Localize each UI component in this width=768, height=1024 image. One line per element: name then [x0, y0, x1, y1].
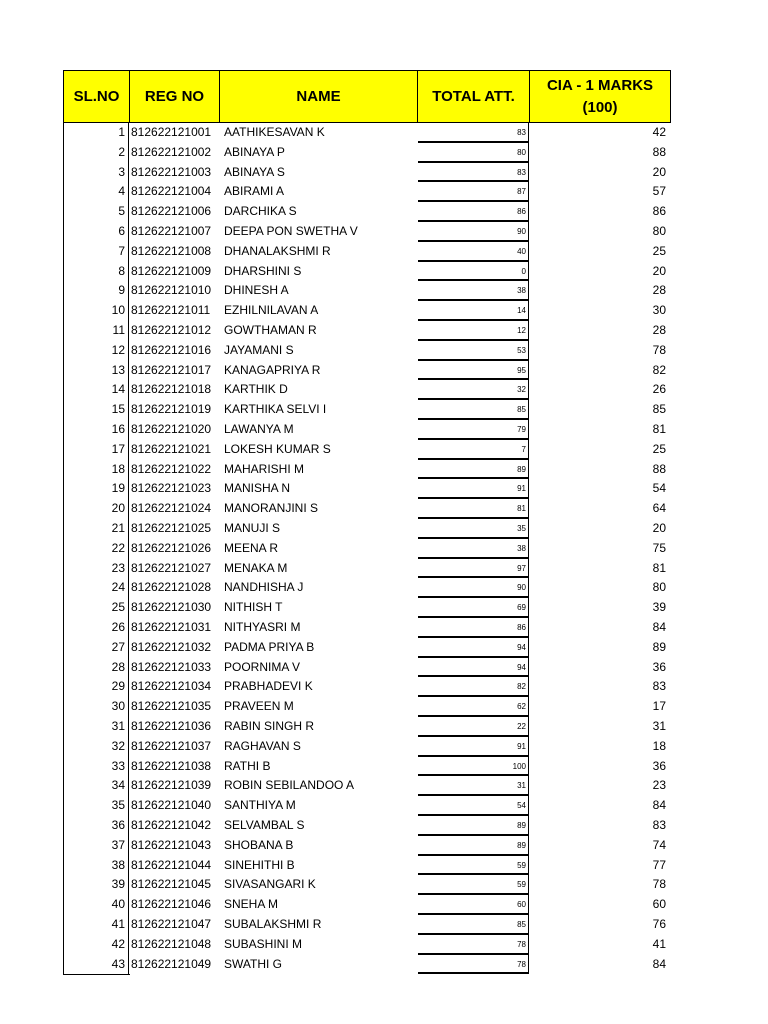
attendance-cell: 69: [418, 598, 529, 618]
sl-cell: 7: [63, 242, 129, 262]
attendance-cell: 89: [418, 460, 529, 480]
name-cell: SELVAMBAL S: [224, 818, 305, 832]
attendance-cell: 35: [418, 519, 529, 539]
attendance-cell: 85: [418, 400, 529, 420]
table-row: [63, 856, 671, 876]
sl-cell: 4: [63, 182, 129, 202]
sl-cell: 12: [63, 341, 129, 361]
sl-cell: 16: [63, 420, 129, 440]
table-row: [63, 816, 671, 836]
attendance-cell: 95: [418, 361, 529, 381]
name-cell: RATHI B: [224, 758, 271, 773]
cia-marks-cell: 84: [652, 620, 666, 634]
name-cell: MANISHA N: [224, 481, 291, 496]
table-row: [63, 499, 671, 519]
cia-marks-cell: 88: [652, 144, 666, 159]
attendance-cell: 83: [418, 163, 529, 183]
sl-cell: 15: [63, 400, 129, 420]
cia-marks-cell: 77: [652, 857, 666, 872]
name-cell: PADMA PRIYA B: [224, 639, 315, 654]
cia-marks-cell: 54: [652, 481, 666, 496]
table-row: [63, 915, 671, 935]
sl-cell: 29: [63, 677, 129, 697]
sl-cell: 3: [63, 163, 129, 183]
regno-cell: 812622121010: [131, 283, 212, 298]
sl-cell: 39: [63, 875, 129, 895]
attendance-cell: 94: [418, 658, 529, 678]
table-row: [63, 578, 671, 598]
attendance-cell: 94: [418, 638, 529, 658]
sl-cell: 41: [63, 915, 129, 935]
table-row: [63, 955, 671, 975]
name-cell: SANTHIYA M: [224, 798, 296, 813]
header-slno: [63, 70, 130, 123]
cia-marks-cell: 36: [652, 659, 666, 674]
table-row: [63, 341, 671, 361]
regno-cell: 812622121001: [131, 125, 212, 139]
table-row: [63, 400, 671, 420]
sl-cell: 31: [63, 717, 129, 737]
cia-marks-cell: 64: [652, 501, 666, 516]
sl-cell: 10: [63, 301, 129, 321]
regno-cell: 812622121008: [131, 243, 212, 258]
attendance-cell: 91: [418, 737, 529, 757]
header-cia: [529, 70, 671, 123]
table-row: [63, 281, 671, 301]
cia-marks-cell: 20: [652, 521, 666, 535]
regno-cell: 812622121024: [131, 501, 212, 516]
cia-marks-cell: 25: [652, 243, 666, 258]
sl-cell: 27: [63, 638, 129, 658]
cia-marks-cell: 60: [652, 897, 666, 912]
table-row: [63, 776, 671, 796]
name-cell: ABINAYA S: [224, 164, 285, 179]
sl-cell: 18: [63, 460, 129, 480]
table-row: [63, 618, 671, 638]
regno-cell: 812622121049: [131, 956, 212, 971]
cia-marks-cell: 75: [652, 540, 666, 555]
table-row: [63, 519, 671, 539]
sl-cell: 36: [63, 816, 129, 836]
attendance-cell: 38: [418, 539, 529, 559]
regno-cell: 812622121040: [131, 798, 212, 813]
cia-marks-cell: 28: [652, 323, 666, 337]
header-cia-line1: CIA - 1 MARKS: [546, 76, 654, 94]
sl-cell: 13: [63, 361, 129, 381]
cia-marks-cell: 28: [652, 283, 666, 298]
regno-cell: 812622121004: [131, 184, 212, 199]
sl-cell: 30: [63, 697, 129, 717]
table-row: [63, 658, 671, 678]
cia-marks-cell: 80: [652, 224, 666, 238]
table-row: [63, 539, 671, 559]
name-cell: DEEPA PON SWETHA V: [224, 224, 358, 238]
attendance-cell: 80: [418, 143, 529, 163]
name-cell: GOWTHAMAN R: [224, 323, 317, 337]
header-att-label: TOTAL ATT.: [432, 87, 515, 105]
attendance-cell: 86: [418, 202, 529, 222]
regno-cell: 812622121016: [131, 342, 212, 357]
attendance-cell: 90: [418, 222, 529, 242]
table-row: [63, 163, 671, 183]
sl-cell: 38: [63, 856, 129, 876]
cia-marks-cell: 84: [652, 798, 666, 813]
table-row: [63, 420, 671, 440]
regno-cell: 812622121019: [131, 402, 212, 417]
table-row: [63, 737, 671, 757]
table-row: [63, 836, 671, 856]
cia-marks-cell: 89: [652, 639, 666, 654]
table-row: [63, 361, 671, 381]
regno-cell: 812622121033: [131, 659, 212, 674]
regno-cell: 812622121020: [131, 422, 212, 436]
sl-cell: 20: [63, 499, 129, 519]
header-name: [219, 70, 418, 123]
cia-marks-cell: 31: [652, 719, 666, 733]
attendance-cell: 78: [418, 935, 529, 955]
sl-cell: 32: [63, 737, 129, 757]
header-regno: [129, 70, 220, 123]
sl-cell: 24: [63, 578, 129, 598]
sl-cell: 37: [63, 836, 129, 856]
table-row: [63, 875, 671, 895]
attendance-cell: 59: [418, 856, 529, 876]
attendance-cell: 100: [418, 757, 529, 777]
attendance-cell: 91: [418, 479, 529, 499]
attendance-cell: 83: [418, 123, 529, 143]
table-row: [63, 202, 671, 222]
regno-cell: 812622121047: [131, 917, 212, 931]
table-row: [63, 895, 671, 915]
regno-cell: 812622121003: [131, 164, 212, 179]
regno-cell: 812622121017: [131, 362, 212, 377]
regno-cell: 812622121006: [131, 204, 212, 219]
name-cell: ROBIN SEBILANDOO A: [224, 778, 355, 793]
cia-marks-cell: 78: [652, 342, 666, 357]
attendance-cell: 40: [418, 242, 529, 262]
regno-cell: 812622121044: [131, 857, 212, 872]
header-regno-label: REG NO: [144, 87, 205, 105]
table-row: [63, 598, 671, 618]
cia-marks-cell: 74: [652, 837, 666, 852]
name-cell: JAYAMANI S: [224, 342, 294, 357]
regno-cell: 812622121046: [131, 897, 212, 912]
cia-marks-cell: 85: [652, 402, 666, 417]
table-row: [63, 143, 671, 163]
name-cell: SIVASANGARI K: [224, 877, 316, 892]
sl-cell: 21: [63, 519, 129, 539]
regno-cell: 812622121009: [131, 263, 212, 278]
attendance-cell: 32: [418, 380, 529, 400]
regno-cell: 812622121035: [131, 699, 212, 714]
sl-cell: 5: [63, 202, 129, 222]
attendance-cell: 62: [418, 697, 529, 717]
name-cell: RABIN SINGH R: [224, 719, 315, 733]
sl-cell: 26: [63, 618, 129, 638]
table-row: [63, 677, 671, 697]
sl-cell: 9: [63, 281, 129, 301]
table-row: [63, 242, 671, 262]
name-cell: SHOBANA B: [224, 837, 294, 852]
name-cell: SUBASHINI M: [224, 936, 303, 951]
table-row: [63, 321, 671, 341]
regno-cell: 812622121025: [131, 521, 212, 535]
name-cell: MENAKA M: [224, 560, 288, 575]
name-cell: MANORANJINI S: [224, 501, 319, 516]
header-name-label: NAME: [296, 87, 341, 105]
cia-marks-cell: 83: [652, 818, 666, 832]
header-slno-label: SL.NO: [73, 87, 120, 105]
cia-marks-cell: 20: [652, 164, 666, 179]
attendance-cell: 82: [418, 677, 529, 697]
name-cell: SWATHI G: [224, 956, 282, 971]
table-row: [63, 301, 671, 321]
table-row: [63, 479, 671, 499]
attendance-cell: 59: [418, 875, 529, 895]
regno-cell: 812622121023: [131, 481, 212, 496]
attendance-cell: 97: [418, 559, 529, 579]
attendance-cell: 85: [418, 915, 529, 935]
table-row: [63, 182, 671, 202]
name-cell: DHINESH A: [224, 283, 289, 298]
table-row: [63, 460, 671, 480]
name-cell: LAWANYA M: [224, 422, 294, 436]
sl-cell: 17: [63, 440, 129, 460]
name-cell: DARCHIKA S: [224, 204, 297, 219]
name-cell: AATHIKESAVAN K: [224, 125, 325, 139]
regno-cell: 812622121034: [131, 679, 212, 694]
attendance-cell: 78: [418, 955, 529, 975]
name-cell: SNEHA M: [224, 897, 279, 912]
regno-cell: 812622121027: [131, 560, 212, 575]
name-cell: MANUJI S: [224, 521, 281, 535]
attendance-cell: 14: [418, 301, 529, 321]
regno-cell: 812622121011: [131, 303, 211, 318]
sl-cell: 19: [63, 479, 129, 499]
sl-cell: 40: [63, 895, 129, 915]
table-row: [63, 222, 671, 242]
attendance-cell: 81: [418, 499, 529, 519]
sl-cell: 25: [63, 598, 129, 618]
name-cell: EZHILNILAVAN A: [224, 303, 319, 318]
regno-cell: 812622121037: [131, 738, 212, 753]
cia-marks-cell: 80: [652, 580, 666, 595]
sl-cell: 6: [63, 222, 129, 242]
regno-cell: 812622121002: [131, 144, 212, 159]
name-cell: PRAVEEN M: [224, 699, 294, 714]
attendance-cell: 54: [418, 796, 529, 816]
cia-marks-cell: 18: [652, 738, 666, 753]
cia-marks-cell: 88: [652, 461, 666, 476]
sl-cell: 28: [63, 658, 129, 678]
name-cell: DHANALAKSHMI R: [224, 243, 331, 258]
sl-cell: 43: [63, 955, 129, 975]
regno-cell: 812622121026: [131, 540, 212, 555]
regno-cell: 812622121042: [131, 818, 212, 832]
sl-cell: 23: [63, 559, 129, 579]
regno-cell: 812622121043: [131, 837, 212, 852]
attendance-cell: 7: [418, 440, 529, 460]
name-cell: NITHISH T: [224, 600, 283, 615]
sl-cell: 8: [63, 262, 129, 282]
cia-marks-cell: 76: [652, 917, 666, 931]
attendance-cell: 89: [418, 836, 529, 856]
regno-cell: 812622121032: [131, 639, 212, 654]
attendance-cell: 12: [418, 321, 529, 341]
name-cell: NANDHISHA J: [224, 580, 304, 595]
sl-cell: 14: [63, 380, 129, 400]
attendance-cell: 38: [418, 281, 529, 301]
sl-cell: 1: [63, 123, 129, 143]
name-cell: KARTHIK D: [224, 382, 288, 397]
cia-marks-cell: 39: [652, 600, 666, 615]
table-row: [63, 697, 671, 717]
name-cell: POORNIMA V: [224, 659, 301, 674]
cia-marks-cell: 25: [652, 441, 666, 456]
regno-cell: 812622121012: [131, 323, 212, 337]
name-cell: ABIRAMI A: [224, 184, 285, 199]
cia-marks-cell: 78: [652, 877, 666, 892]
table-row: [63, 440, 671, 460]
cia-marks-cell: 36: [652, 758, 666, 773]
table-row: [63, 380, 671, 400]
table-bottom-border: [63, 974, 130, 975]
name-cell: KARTHIKA SELVI I: [224, 402, 327, 417]
cia-marks-cell: 84: [652, 956, 666, 971]
cia-marks-cell: 17: [652, 699, 666, 714]
cia-marks-cell: 26: [652, 382, 666, 397]
regno-cell: 812622121039: [131, 778, 212, 793]
sl-cell: 42: [63, 935, 129, 955]
cia-marks-cell: 86: [652, 204, 666, 219]
regno-cell: 812622121045: [131, 877, 212, 892]
table-row: [63, 757, 671, 777]
cia-marks-cell: 20: [652, 263, 666, 278]
cia-marks-cell: 81: [652, 422, 666, 436]
cia-marks-cell: 81: [652, 560, 666, 575]
table-row: [63, 717, 671, 737]
regno-cell: 812622121022: [131, 461, 212, 476]
cia-marks-cell: 30: [652, 303, 666, 318]
regno-cell: 812622121036: [131, 719, 212, 733]
name-cell: PRABHADEVI K: [224, 679, 313, 694]
attendance-cell: 90: [418, 578, 529, 598]
attendance-cell: 89: [418, 816, 529, 836]
sl-cell: 33: [63, 757, 129, 777]
regno-cell: 812622121028: [131, 580, 212, 595]
table-row: [63, 935, 671, 955]
header-cia-line2: (100): [582, 98, 618, 116]
cia-marks-cell: 57: [652, 184, 666, 199]
attendance-cell: 87: [418, 182, 529, 202]
cia-marks-cell: 82: [652, 362, 666, 377]
table-row: [63, 262, 671, 282]
regno-cell: 812622121021: [131, 441, 212, 456]
regno-cell: 812622121018: [131, 382, 212, 397]
sl-cell: 35: [63, 796, 129, 816]
name-cell: KANAGAPRIYA R: [224, 362, 321, 377]
sl-cell: 22: [63, 539, 129, 559]
cia-marks-cell: 23: [652, 778, 666, 793]
name-cell: SINEHITHI B: [224, 857, 295, 872]
attendance-cell: 31: [418, 776, 529, 796]
name-cell: LOKESH KUMAR S: [224, 441, 331, 456]
regno-cell: 812622121007: [131, 224, 212, 238]
regno-cell: 812622121038: [131, 758, 212, 773]
cia-marks-cell: 41: [652, 936, 666, 951]
name-cell: DHARSHINI S: [224, 263, 302, 278]
regno-cell: 812622121031: [131, 620, 212, 634]
regno-cell: 812622121030: [131, 600, 212, 615]
header-att: [417, 70, 530, 123]
regno-cell: 812622121048: [131, 936, 212, 951]
attendance-cell: 60: [418, 895, 529, 915]
attendance-cell: 0: [418, 262, 529, 282]
name-cell: SUBALAKSHMI R: [224, 917, 322, 931]
name-cell: ABINAYA P: [224, 144, 285, 159]
sl-cell: 11: [63, 321, 129, 341]
sl-cell: 2: [63, 143, 129, 163]
cia-marks-cell: 42: [652, 125, 666, 139]
attendance-cell: 79: [418, 420, 529, 440]
table-row: [63, 123, 671, 143]
name-cell: MEENA R: [224, 540, 279, 555]
name-cell: RAGHAVAN S: [224, 738, 301, 753]
attendance-cell: 22: [418, 717, 529, 737]
sl-cell: 34: [63, 776, 129, 796]
attendance-cell: 53: [418, 341, 529, 361]
table-row: [63, 638, 671, 658]
table-row: [63, 559, 671, 579]
attendance-cell: 86: [418, 618, 529, 638]
cia-marks-cell: 83: [652, 679, 666, 694]
table-row: [63, 796, 671, 816]
name-cell: NITHYASRI M: [224, 620, 301, 634]
name-cell: MAHARISHI M: [224, 461, 305, 476]
